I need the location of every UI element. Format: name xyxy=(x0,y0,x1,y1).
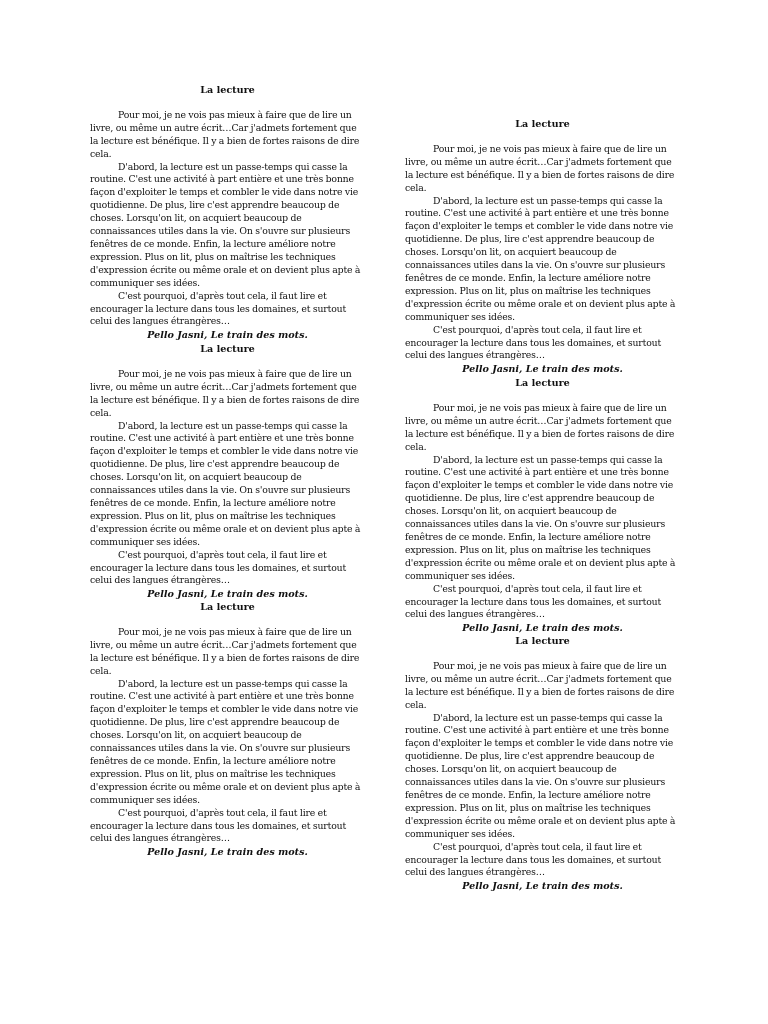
paragraph: Pour moi, je ne vois pas mieux à faire que de lire un livre, ou même un autre écrit…Car j'admets fortement que la lecture est bénéfique. Il y a bien de fortes raisons de dire cela. xyxy=(90,626,360,677)
block-title: La lecture xyxy=(200,344,255,355)
attribution: Pello Jasni, Le train des mots. xyxy=(462,623,623,635)
paragraph: D'abord, la lecture est un passe-temps qui casse la routine. C'est une activité à part entière et une très bonne façon d'exploiter le temps et combler le vide dans notre vie quotidienne. De plus, lire c'est apprendre beaucoup de choses. Lorsqu'on lit, on acquiert beaucoup de connaissances utiles dans la vie. On s'ouvre sur plusieurs fenêtres de ce monde. Enfin, la lecture améliore notre expression. Plus on lit, plus on maîtrise les techniques d'expression écrite ou même orale et on devient plus apte à communiquer ses idées. xyxy=(405,712,676,840)
text-block xyxy=(405,119,680,377)
paragraph: C'est pourquoi, d'après tout cela, il faut lire et encourager la lecture dans tous les domaines, et surtout celui des langues étrangères… xyxy=(90,290,347,328)
paragraph: D'abord, la lecture est un passe-temps qui casse la routine. C'est une activité à part entière et une très bonne façon d'exploiter le temps et combler le vide dans notre vie quotidienne. De plus, lire c'est apprendre beaucoup de choses. Lorsqu'on lit, on acquiert beaucoup de connaissances utiles dans la vie. On s'ouvre sur plusieurs fenêtres de ce monde. Enfin, la lecture améliore notre expression. Plus on lit, plus on maîtrise les techniques d'expression écrite ou même orale et on devient plus apte à communiquer ses idées. xyxy=(90,161,361,289)
block-title: La lecture xyxy=(200,602,255,613)
text-block xyxy=(90,85,365,343)
attribution: Pello Jasni, Le train des mots. xyxy=(147,847,308,859)
block-title: La lecture xyxy=(515,636,570,647)
paragraph: D'abord, la lecture est un passe-temps qui casse la routine. C'est une activité à part entière et une très bonne façon d'exploiter le temps et combler le vide dans notre vie quotidienne. De plus, lire c'est apprendre beaucoup de choses. Lorsqu'on lit, on acquiert beaucoup de connaissances utiles dans la vie. On s'ouvre sur plusieurs fenêtres de ce monde. Enfin, la lecture améliore notre expression. Plus on lit, plus on maîtrise les techniques d'expression écrite ou même orale et on devient plus apte à communiquer ses idées. xyxy=(90,420,361,548)
block-title: La lecture xyxy=(200,85,255,96)
attribution: Pello Jasni, Le train des mots. xyxy=(462,881,623,893)
text-block xyxy=(90,344,365,602)
text-block xyxy=(405,378,680,636)
paragraph: C'est pourquoi, d'après tout cela, il faut lire et encourager la lecture dans tous les domaines, et surtout celui des langues étrangères… xyxy=(405,324,662,362)
attribution: Pello Jasni, Le train des mots. xyxy=(462,364,623,376)
paragraph: Pour moi, je ne vois pas mieux à faire que de lire un livre, ou même un autre écrit…Car j'admets fortement que la lecture est bénéfique. Il y a bien de fortes raisons de dire cela. xyxy=(405,660,675,711)
text-block xyxy=(405,636,680,894)
paragraph: Pour moi, je ne vois pas mieux à faire que de lire un livre, ou même un autre écrit…Car j'admets fortement que la lecture est bénéfique. Il y a bien de fortes raisons de dire cela. xyxy=(405,143,675,194)
paragraph: C'est pourquoi, d'après tout cela, il faut lire et encourager la lecture dans tous les domaines, et surtout celui des langues étrangères… xyxy=(405,583,662,621)
block-title: La lecture xyxy=(515,378,570,389)
attribution: Pello Jasni, Le train des mots. xyxy=(147,330,308,342)
attribution: Pello Jasni, Le train des mots. xyxy=(147,589,308,601)
paragraph: D'abord, la lecture est un passe-temps qui casse la routine. C'est une activité à part entière et une très bonne façon d'exploiter le temps et combler le vide dans notre vie quotidienne. De plus, lire c'est apprendre beaucoup de choses. Lorsqu'on lit, on acquiert beaucoup de connaissances utiles dans la vie. On s'ouvre sur plusieurs fenêtres de ce monde. Enfin, la lecture améliore notre expression. Plus on lit, plus on maîtrise les techniques d'expression écrite ou même orale et on devient plus apte à communiquer ses idées. xyxy=(405,195,676,323)
paragraph: D'abord, la lecture est un passe-temps qui casse la routine. C'est une activité à part entière et une très bonne façon d'exploiter le temps et combler le vide dans notre vie quotidienne. De plus, lire c'est apprendre beaucoup de choses. Lorsqu'on lit, on acquiert beaucoup de connaissances utiles dans la vie. On s'ouvre sur plusieurs fenêtres de ce monde. Enfin, la lecture améliore notre expression. Plus on lit, plus on maîtrise les techniques d'expression écrite ou même orale et on devient plus apte à communiquer ses idées. xyxy=(405,454,676,582)
paragraph: C'est pourquoi, d'après tout cela, il faut lire et encourager la lecture dans tous les domaines, et surtout celui des langues étrangères… xyxy=(90,549,347,587)
paragraph: D'abord, la lecture est un passe-temps qui casse la routine. C'est une activité à part entière et une très bonne façon d'exploiter le temps et combler le vide dans notre vie quotidienne. De plus, lire c'est apprendre beaucoup de choses. Lorsqu'on lit, on acquiert beaucoup de connaissances utiles dans la vie. On s'ouvre sur plusieurs fenêtres de ce monde. Enfin, la lecture améliore notre expression. Plus on lit, plus on maîtrise les techniques d'expression écrite ou même orale et on devient plus apte à communiquer ses idées. xyxy=(90,678,361,806)
text-block xyxy=(90,602,365,860)
paragraph: Pour moi, je ne vois pas mieux à faire que de lire un livre, ou même un autre écrit…Car j'admets fortement que la lecture est bénéfique. Il y a bien de fortes raisons de dire cela. xyxy=(90,109,360,160)
paragraph: C'est pourquoi, d'après tout cela, il faut lire et encourager la lecture dans tous les domaines, et surtout celui des langues étrangères… xyxy=(90,807,347,845)
paragraph: Pour moi, je ne vois pas mieux à faire que de lire un livre, ou même un autre écrit…Car j'admets fortement que la lecture est bénéfique. Il y a bien de fortes raisons de dire cela. xyxy=(90,368,360,419)
paragraph: Pour moi, je ne vois pas mieux à faire que de lire un livre, ou même un autre écrit…Car j'admets fortement que la lecture est bénéfique. Il y a bien de fortes raisons de dire cela. xyxy=(405,402,675,453)
paragraph: C'est pourquoi, d'après tout cela, il faut lire et encourager la lecture dans tous les domaines, et surtout celui des langues étrangères… xyxy=(405,841,662,879)
block-title: La lecture xyxy=(515,119,570,130)
